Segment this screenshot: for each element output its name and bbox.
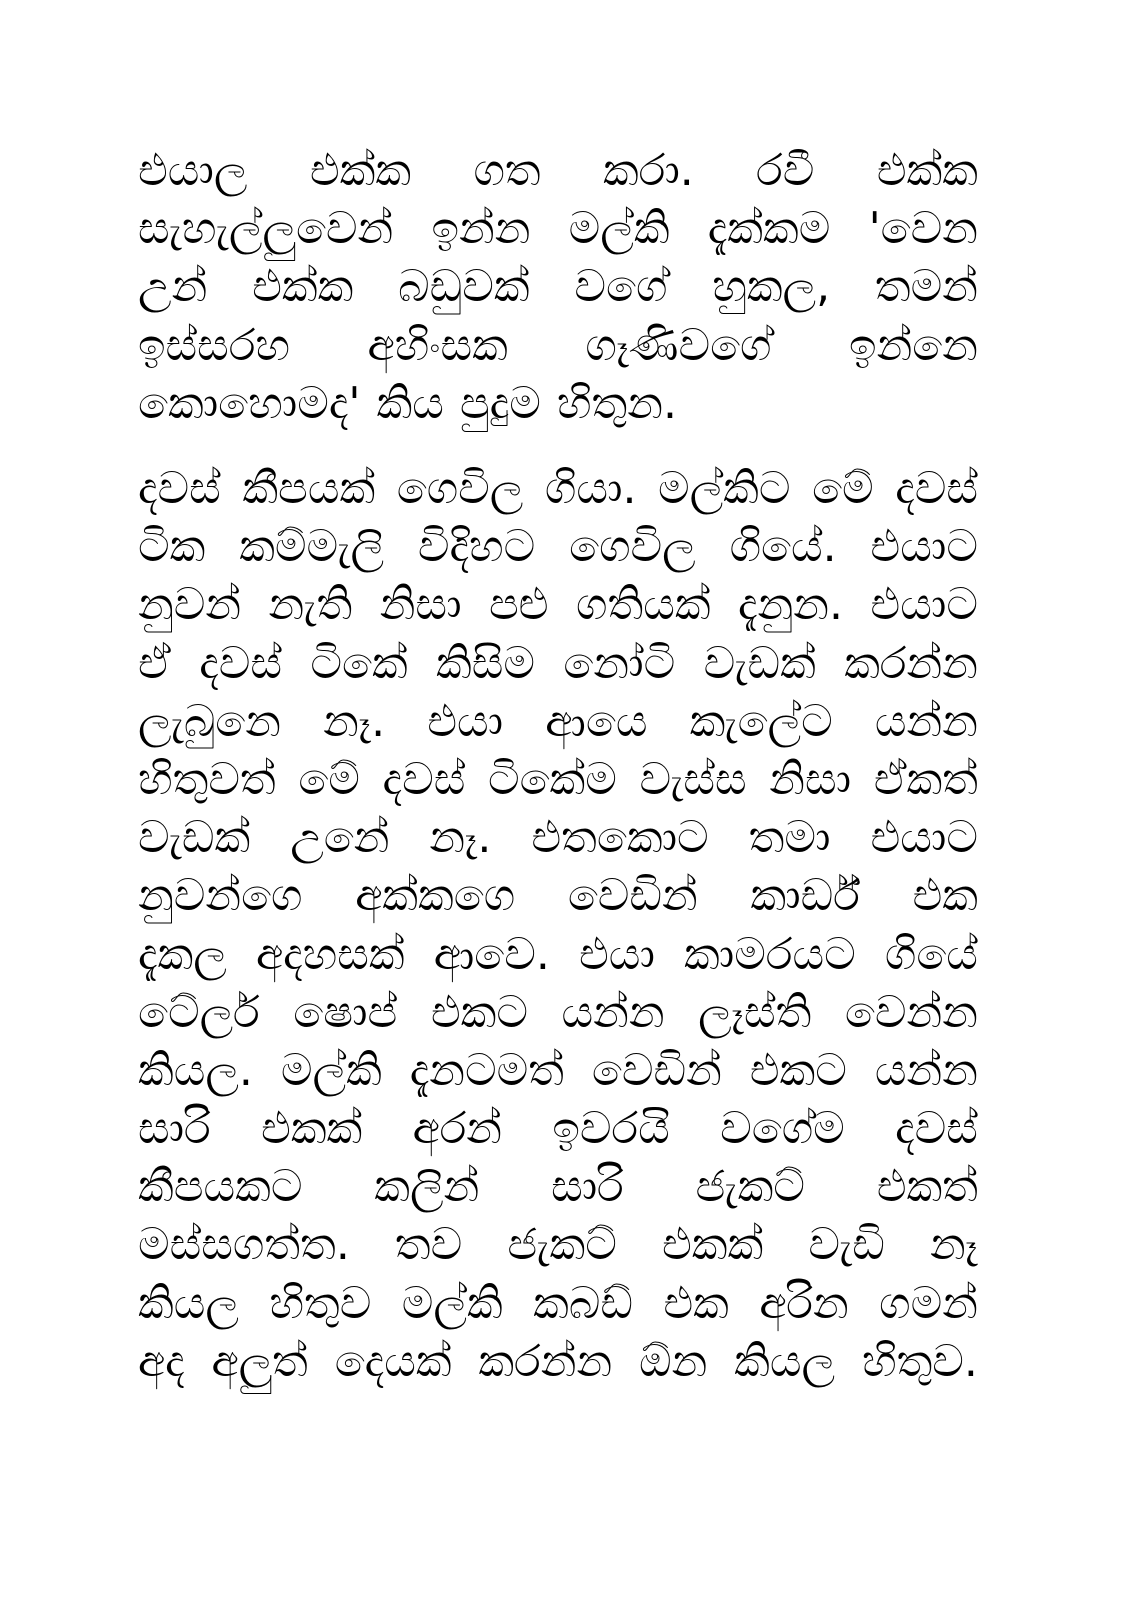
word: එකට [430,986,528,1038]
word: ජැකට් [507,1219,617,1271]
word: තමා [748,812,831,864]
word: ඒ [138,637,171,689]
word: ඉවරයි [552,1103,670,1155]
word: අරින [759,1277,849,1329]
word: හිතුන. [556,377,677,429]
word: එතකොට [531,812,709,864]
word: ඉන්න [431,203,531,255]
word: දවස් [199,637,282,689]
word: නිසා [379,579,462,631]
word: කොහොමද' [138,377,361,429]
word: කැලේට [689,695,833,747]
word: ජැකට් [695,1161,805,1213]
word: කම්මැලි [239,521,385,573]
paragraph-1 [138,142,978,433]
text-line [138,460,978,518]
word: නෑ [929,1219,978,1271]
word: මල්කි [280,1044,382,1096]
paragraph-2 [138,460,978,1391]
word: වෙන්න [844,986,978,1038]
word: කිසිම [436,637,536,689]
word: වැස්ස [639,753,747,805]
word: කීපයක් [242,463,376,514]
word: නෑ. [429,812,492,864]
word: රවී [756,145,815,196]
word: මේ [298,753,360,805]
text-line [138,926,978,984]
word: යන්න [561,986,665,1038]
word: තමන් [874,261,978,313]
word: ගියා. [544,463,637,514]
word: එක්ක [876,145,978,196]
text-line [138,375,978,433]
word: උනේ [290,812,390,864]
word: අහිංසක [367,319,508,371]
text-line [138,635,978,693]
word: කාර්ඩ් [750,870,860,922]
word: නෑ. [323,695,386,747]
word: නිසා [769,753,852,805]
word: ලැබුනෙ [138,695,281,747]
text-line [138,809,978,867]
word: ටිකේම [487,753,617,805]
word: ගතියක් [576,579,711,631]
word: එක්ක [309,145,412,196]
word: ගියේ [884,928,978,980]
word: නෝටි [563,637,676,689]
word: ආවෙ. [433,928,550,980]
word: හිතුව [269,1277,372,1329]
word: ටේලර් [138,986,260,1038]
word: අක්කගෙ [355,870,516,922]
word: එකක් [661,1219,764,1271]
text-line [138,1042,978,1100]
text-line [138,984,978,1042]
word: කලින් [374,1161,480,1213]
word: දැනටමත් [409,1044,564,1096]
word: කීපයකට [138,1161,303,1213]
word: අදහසක් [255,928,405,980]
word: සාරි [138,1103,211,1155]
word: ආයෙ [545,695,648,747]
word: කියල [734,1335,836,1387]
text-line [138,142,978,200]
word: එක [663,1277,729,1329]
word: ඕන [639,1335,708,1387]
word: ගත [473,145,541,196]
word: වෙඩින් [591,1044,722,1096]
word: මල්කි [568,203,670,255]
word: වැඩි [808,1219,885,1271]
word: එයා [579,928,655,980]
word: ගෙවිල [396,463,524,514]
word: තව [394,1219,463,1271]
word: කබඩ් [533,1277,633,1329]
word: කියල [138,1277,239,1329]
word: මේ [812,463,874,514]
word: වගේම [720,1103,845,1155]
word: යන්න [874,1044,978,1096]
word: අරන් [412,1103,503,1155]
word: පුදුම [459,377,541,429]
text-line [138,867,978,925]
text-line [138,1100,978,1158]
word: කිය [376,377,444,429]
word: ටික [138,521,206,573]
word: එයාට [870,812,978,864]
word: වැඩක් [703,637,816,689]
word: දවස් [895,1103,978,1155]
word: දෙයක් [334,1335,452,1387]
text-line [138,1158,978,1216]
word: කියල. [138,1044,253,1096]
word: මල්කිට [657,463,791,514]
word: දැක්කම [707,203,831,255]
word: වෙඩින් [567,870,698,922]
word: ගෑණිවගේ [585,319,772,371]
word: ඒකත් [873,753,978,805]
word: අද [138,1335,185,1387]
word: 'වෙන [868,203,978,255]
word: එක්ක [252,261,354,313]
word: එයාට [870,579,978,631]
word: ඉස්සරහ [138,319,291,371]
word: එයාට [870,521,978,573]
word: කරන්න [844,637,978,689]
word: පළු [488,579,549,631]
word: ෂොප් [293,986,398,1038]
text-line [138,693,978,751]
word: යන්න [874,695,978,747]
word: දැකල [138,928,227,980]
word: ගමන් [879,1277,978,1329]
word: ගෙවිල [569,521,696,573]
word: හුකල, [712,261,831,313]
word: කාමරයට [684,928,856,980]
word: එයා [427,695,504,747]
word: අලුත් [211,1335,308,1387]
word: නුවන් [138,579,242,631]
text-line [138,1275,978,1333]
text-line [138,576,978,634]
word: කරන්න [478,1335,613,1387]
word: කරා. [603,145,694,196]
word: හිතුව. [861,1335,978,1387]
word: දවස් [895,463,978,514]
text-line [138,317,978,375]
word: සැහැල්ලුවෙන් [138,203,394,255]
word: මල්කි [401,1277,503,1329]
word: උන් [138,261,208,313]
word: හිතුවත් [138,753,276,805]
text-line [138,1333,978,1391]
text-line [138,1216,978,1274]
word: එකත් [876,1161,978,1213]
text-line [138,518,978,576]
word: මස්සගත්ත. [138,1219,350,1271]
word: එක [912,870,978,922]
text-line [138,258,978,316]
word: ටිකේ [310,637,408,689]
text-line [138,200,978,258]
word: දවස් [382,753,466,805]
word: එකට [749,1044,847,1096]
word: නුවන්ගෙ [138,870,303,922]
word: ගියේ. [729,521,837,573]
word: වැඩක් [138,812,251,864]
word: එයාල [138,145,248,196]
word: දවස් [138,463,221,514]
word: බඩුවක් [398,261,530,313]
word: සාරි [551,1161,624,1213]
word: දැනුන. [738,579,843,631]
word: වගේ [574,261,668,313]
word: ඉන්නෙ [849,319,978,371]
word: නැති [268,579,353,631]
word: ලෑස්ති [698,986,812,1038]
word: එකක් [261,1103,363,1155]
text-line [138,751,978,809]
word: විදිහට [417,521,536,573]
